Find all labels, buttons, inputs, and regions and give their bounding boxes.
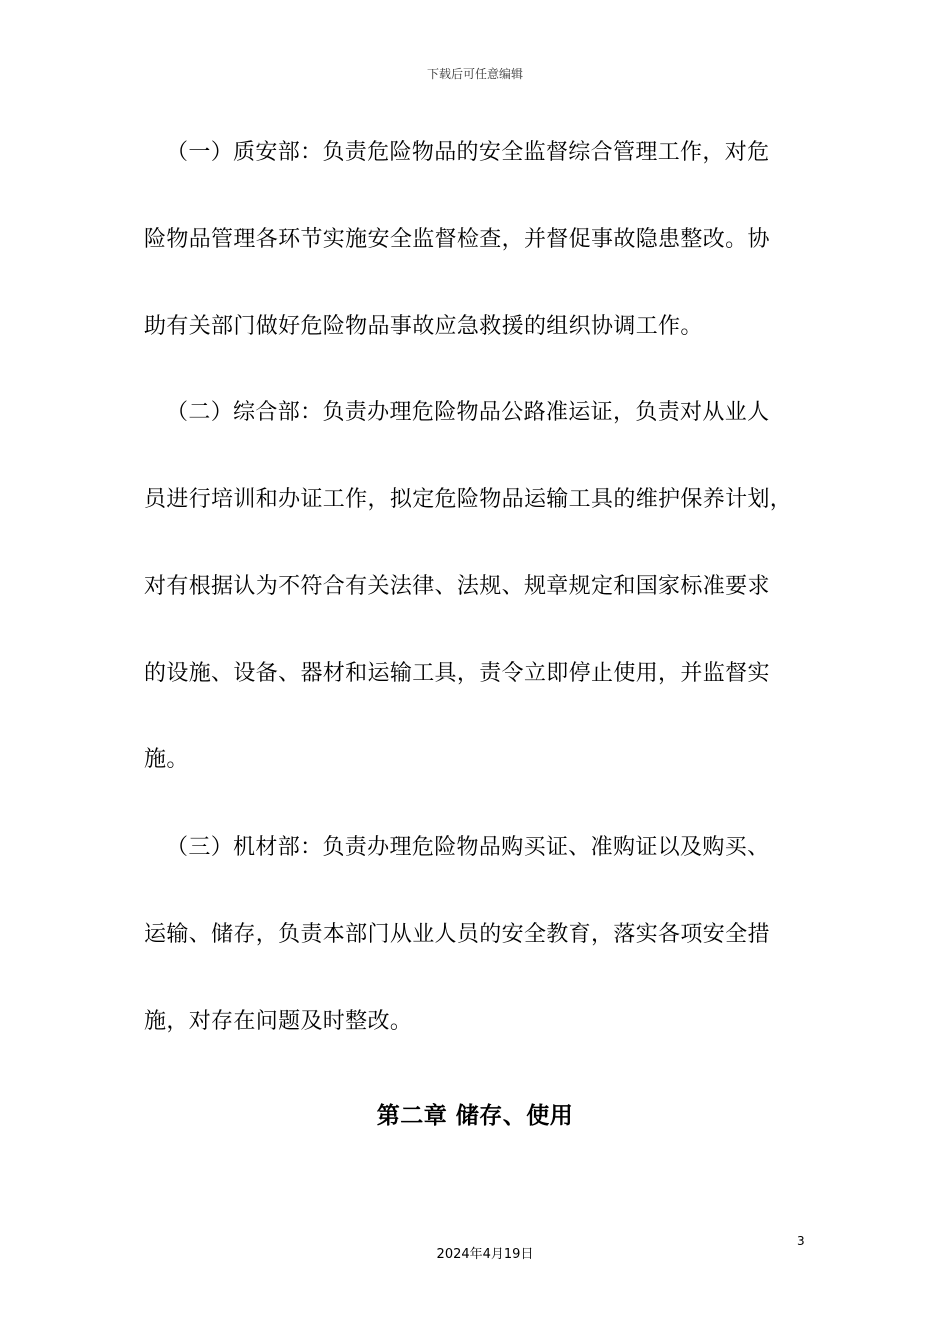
paragraph-line: 的设施、设备、器材和运输工具，责令立即停止使用，并监督实 bbox=[144, 661, 770, 686]
paragraph-line: 助有关部门做好危险物品事故应急救援的组织协调工作。 bbox=[144, 314, 703, 339]
paragraph-line: （一）质安部：负责危险物品的安全监督综合管理工作，对危 bbox=[166, 140, 770, 165]
header-note: 下载后可任意编辑 bbox=[426, 67, 523, 81]
paragraph-line: （二）综合部：负责办理危险物品公路准运证，负责对从业人 bbox=[166, 400, 770, 425]
paragraph-line: 员进行培训和办证工作，拟定危险物品运输工具的维护保养计划， bbox=[144, 487, 793, 512]
paragraph-line: 施。 bbox=[144, 747, 189, 772]
paragraph-line: 施，对存在问题及时整改。 bbox=[144, 1009, 413, 1034]
paragraph-line: （三）机材部：负责办理危险物品购买证、准购证以及购买、 bbox=[166, 835, 770, 860]
chapter-title: 第二章 储存、使用 bbox=[376, 1103, 574, 1129]
paragraph-line: 险物品管理各环节实施安全监督检查，并督促事故隐患整改。协 bbox=[144, 227, 770, 252]
footer-date: 2024年4月19日 bbox=[436, 1247, 534, 1262]
paragraph-line: 运输、储存，负责本部门从业人员的安全教育，落实各项安全措 bbox=[144, 922, 770, 947]
page-number: 3 bbox=[797, 1234, 805, 1248]
paragraph-line: 对有根据认为不符合有关法律、法规、规章规定和国家标准要求 bbox=[144, 574, 770, 599]
